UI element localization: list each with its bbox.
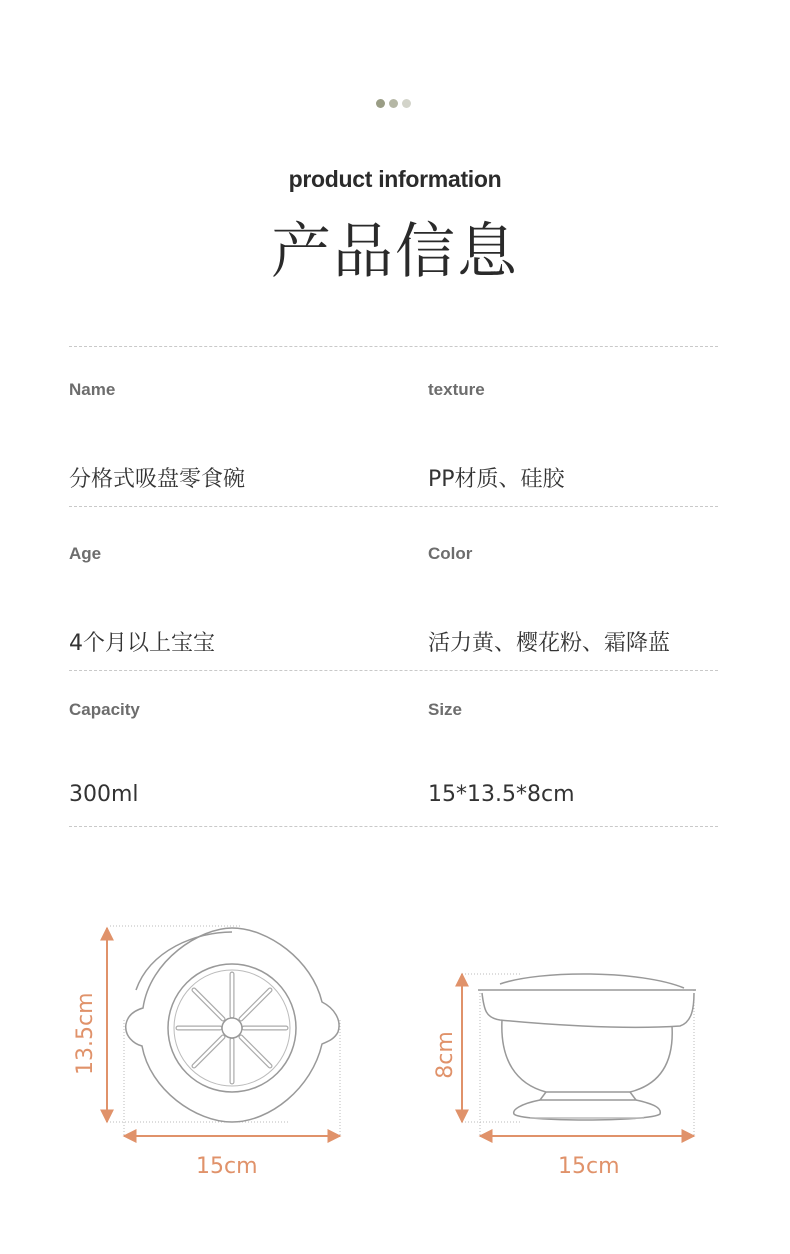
age-value: 4个月以上宝宝 [69, 631, 215, 656]
size-label: Size [428, 700, 463, 719]
section-title: 产品信息 [271, 217, 519, 287]
section-subtitle: product information [288, 166, 502, 192]
name-label: Name [69, 380, 116, 399]
side-view-width-label: 15cm [558, 1154, 620, 1179]
bowl-top-view-drawing [110, 926, 340, 1136]
color-label: Color [428, 544, 473, 563]
texture-label: texture [428, 380, 485, 399]
side-view-height-label: 8cm [433, 1031, 458, 1079]
age-label: Age [69, 544, 102, 563]
texture-value: PP材质、硅胶 [428, 467, 565, 492]
size-value: 15*13.5*8cm [428, 782, 575, 807]
bowl-side-view-drawing [462, 974, 696, 1136]
name-value: 分格式吸盘零食碗 [69, 467, 246, 492]
color-value: 活力黄、樱花粉、霜降蓝 [428, 631, 671, 656]
top-view-height-label: 13.5cm [73, 992, 98, 1075]
top-view-width-label: 15cm [196, 1154, 258, 1179]
capacity-label: Capacity [69, 700, 140, 719]
capacity-value: 300ml [69, 782, 139, 807]
